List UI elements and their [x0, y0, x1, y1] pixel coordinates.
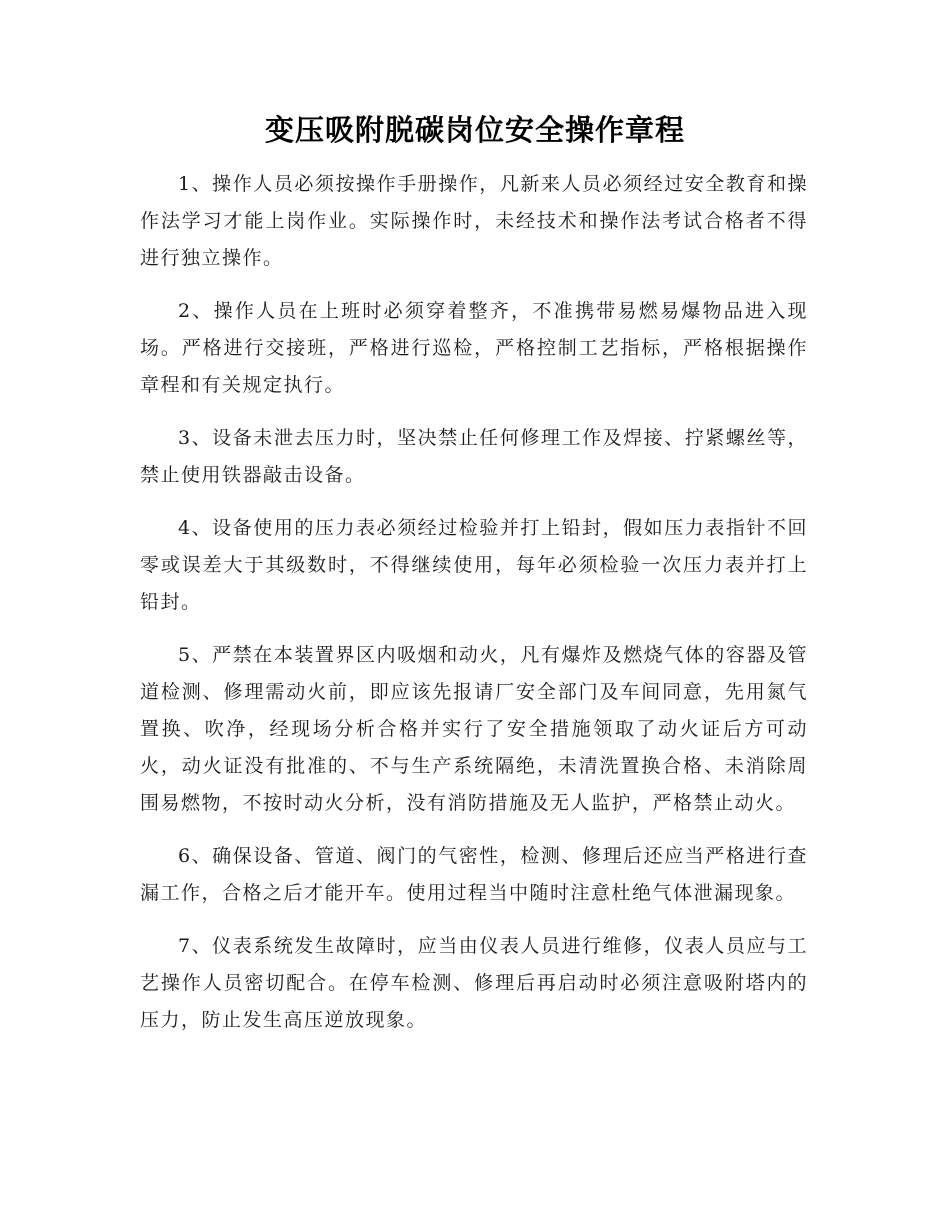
paragraph-3: 3、设备未泄去压力时，坚决禁止任何修理工作及焊接、拧紧螺丝等，禁止使用铁器敲击设备。: [140, 427, 808, 486]
paragraph-2: 2、操作人员在上班时必须穿着整齐，不准携带易燃易爆物品进入现场。严格进行交接班，严格进行巡检，严格控制工艺指标，严格根据操作章程和有关规定执行。: [140, 300, 808, 396]
document-title: 变压吸附脱碳岗位安全操作章程: [264, 113, 685, 147]
paragraph-7: 7、仪表系统发生故障时，应当由仪表人员进行维修，仪表人员应与工艺操作人员密切配合。在停车检测、修理后再启动时必须注意吸附塔内的压力，防止发生高压逆放现象。: [140, 935, 808, 1031]
document-body: [140, 166, 808, 1055]
paragraph-4: 4、设备使用的压力表必须经过检验并打上铅封，假如压力表指针不回零或误差大于其级数时，不得继续使用，每年必须检验一次压力表并打上铅封。: [140, 517, 808, 613]
paragraph-1: 1、操作人员必须按操作手册操作，凡新来人员必须经过安全教育和操作法学习才能上岗作业。实际操作时，未经技术和操作法考试合格者不得进行独立操作。: [140, 173, 808, 269]
paragraph-6: 6、确保设备、管道、阀门的气密性，检测、修理后还应当严格进行查漏工作，合格之后才能开车。使用过程当中随时注意杜绝气体泄漏现象。: [140, 845, 808, 904]
paragraph-5: 5、严禁在本装置界区内吸烟和动火，凡有爆炸及燃烧气体的容器及管道检测、修理需动火前，即应该先报请厂安全部门及车间同意，先用氮气置换、吹净，经现场分析合格并实行了安全措施领取了动火证后方可动火，动火证没有批准的、不与生产系统隔绝，未清洗置换合格、未消除周围易燃物，不按时动火分析，没有消防措施及无人监护，严格禁止动火。: [140, 644, 808, 814]
